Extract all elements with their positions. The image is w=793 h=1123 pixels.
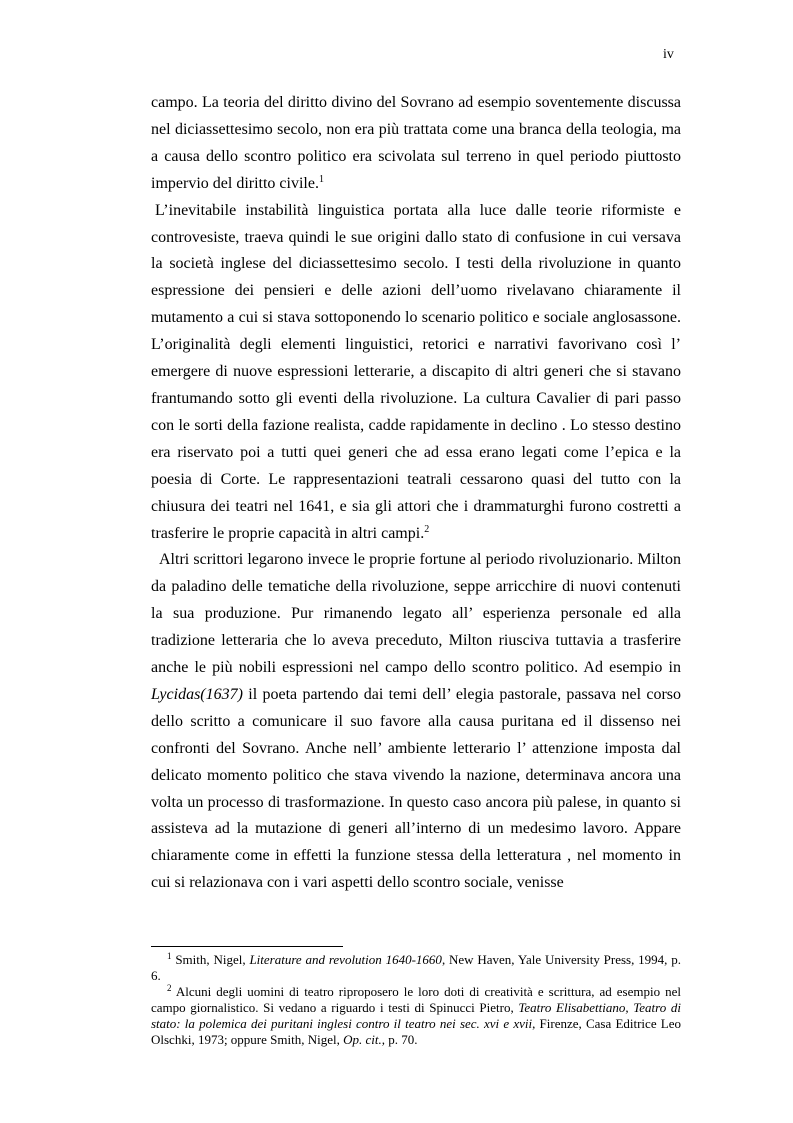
footnote-1-number: 1 (167, 951, 172, 961)
lycidas-title: Lycidas(1637) (151, 685, 243, 703)
footnote-ref-1: 1 (318, 173, 324, 185)
paragraph-1-text: campo. La teoria del diritto divino del Sovrano ad esempio soventemente discussa nel diciassettesimo secolo, non era più trattata come una branca della teologia, ma a causa dello scontro politico era scivolata sul terreno in quel periodo piuttosto impervio del diritto civile. (151, 94, 681, 192)
footnote-2-text: Alcuni degli uomini di teatro riproposero le loro doti di creatività e scrittura, ad esempio nel campo giornalistico. Si vedano a riguardo i testi di Spinucci Pietro, (151, 984, 681, 1015)
footnote-1 (151, 952, 681, 984)
footnote-2 (151, 984, 681, 1048)
paragraph-3-text-end: il poeta partendo dai temi dell’ elegia pastorale, passava nel corso dello scritto a comunicare il suo favore alla causa puritana ed il dissenso nei confronti del Sovrano. Anche nell’ ambiente letterario l’ attenzione imposta dal delicato momento politico che stava vivendo la nazione, determinava ancora una volta un processo di trasformazione. In questo caso ancora più palese, in quanto si assisteva ad la mutazione di generi all’interno di un medesimo lavoro. Appare chiaramente come in effetti la funzione stessa della letteratura , nel momento in cui si relazionava con i vari aspetti dello scontro sociale, venisse (151, 685, 681, 892)
footnote-2-number: 2 (167, 983, 172, 993)
footnote-2-title: Teatro Elisabettiano, Teatro di stato: la polemica dei puritani inglesi contro il teatro nei sec. xvi e xvii (151, 1000, 681, 1031)
footnote-1-publisher: , New Haven, Yale University Press, 1994, p. 6. (151, 952, 682, 983)
footnote-1-author: Smith, Nigel, (175, 952, 250, 967)
page-number: iv (663, 47, 674, 62)
footnote-separator (151, 946, 343, 947)
footnote-2-publisher: , Firenze, Casa Editrice Leo Olschki, 1973; oppure Smith, Nigel, (151, 1016, 681, 1047)
footnotes (151, 952, 681, 1048)
paragraph-3 (151, 547, 681, 897)
paragraph-3-text-start: Altri scrittori legarono invece le proprie fortune al periodo rivoluzionario. Milton da paladino delle tematiche della rivoluzione, seppe arricchire di nuovi contenuti la sua produzione. Pur rimanendo legato all’ esperienza personale ed alla tradizione letteraria che lo aveva preceduto, Milton riusciva tuttavia a trasferire anche le più nobili espressioni nel campo dello scontro politico. Ad esempio in (151, 551, 681, 677)
footnote-ref-2: 2 (424, 523, 430, 535)
footnote-1-title: Literature and revolution 1640-1660 (249, 952, 442, 967)
footnote-2-page: p. 70. (385, 1032, 418, 1047)
paragraph-1 (151, 90, 681, 198)
paragraph-2 (151, 198, 681, 548)
paragraph-2-text: L’inevitabile instabilità linguistica portata alla luce dalle teorie riformiste e controvesiste, traeva quindi le sue origini dallo stato di confusione in cui versava la società inglese del diciassettesimo secolo. I testi della rivoluzione in quanto espressione dei pensieri e delle azioni dell’uomo rivelavano chiaramente il mutamento a cui si stava sottoponendo lo scenario politico e sociale anglosassone. L’originalità degli elementi linguistici, retorici e narrativi favorivano così l’ emergere di nuove espressioni letterarie, a discapito di altri generi che si stavano frantumando sotto gli eventi della rivoluzione. La cultura Cavalier di pari passo con le sorti della fazione realista, cadde rapidamente in declino . Lo stesso destino era riservato poi a tutti quei generi che ad essa erano legati come l’epica e la poesia di Corte. Le rappresentazioni teatrali cessarono quasi del tutto con la chiusura dei teatri nel 1641, e sia gli attori che i drammaturghi furono costretti a trasferire le proprie capacità in altri campi. (151, 201, 681, 542)
body-text (151, 90, 681, 897)
footnote-2-opcit: Op. cit., (343, 1032, 385, 1047)
